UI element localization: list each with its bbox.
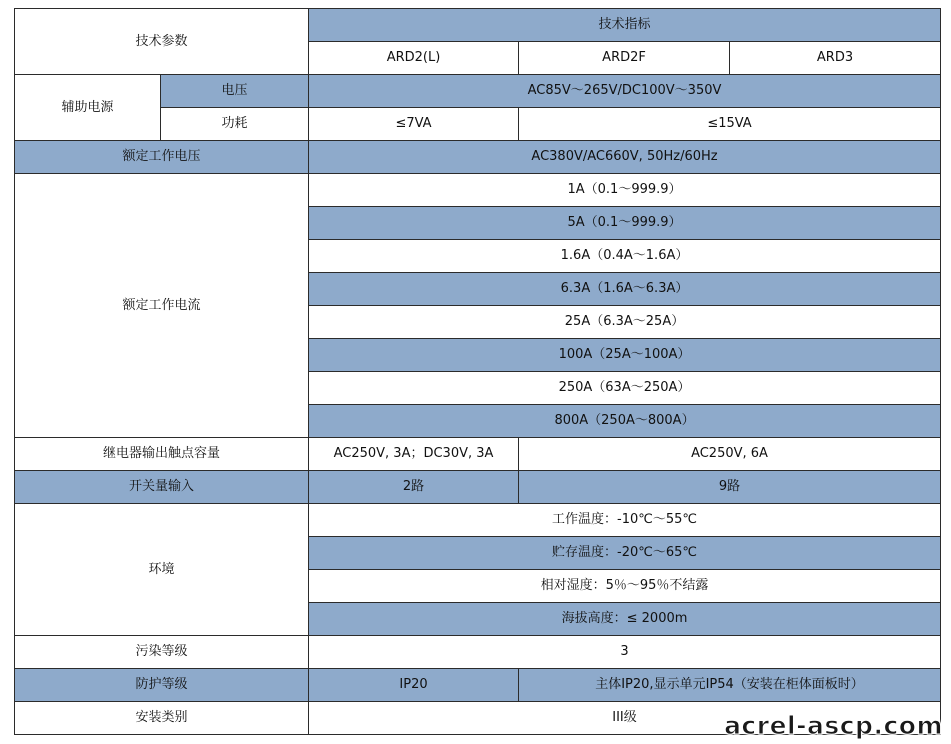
power-value-a: ≤7VA — [309, 108, 519, 141]
param-header-cell: 技术参数 — [15, 9, 309, 75]
pollution-value: 3 — [309, 636, 941, 669]
relay-label: 继电器输出触点容量 — [15, 438, 309, 471]
environment-value: 相对湿度：5％～95％不结露 — [309, 570, 941, 603]
install-value: III级 — [309, 702, 941, 735]
rated-voltage-label: 额定工作电压 — [15, 141, 309, 174]
rated-current-value: 250A（63A～250A） — [309, 372, 941, 405]
table-row — [15, 141, 941, 174]
protection-value-b: 主体IP20,显示单元IP54（安装在柜体面板时） — [519, 669, 941, 702]
table-row — [15, 174, 941, 207]
rated-current-label: 额定工作电流 — [15, 174, 309, 438]
environment-value: 贮存温度：-20℃～65℃ — [309, 537, 941, 570]
table-row — [15, 504, 941, 537]
table-row — [15, 438, 941, 471]
rated-current-value: 6.3A（1.6A～6.3A） — [309, 273, 941, 306]
rated-current-value: 1.6A（0.4A～1.6A） — [309, 240, 941, 273]
aux-power-label: 辅助电源 — [15, 75, 161, 141]
pollution-label: 污染等级 — [15, 636, 309, 669]
switch-input-value-a: 2路 — [309, 471, 519, 504]
table-row — [15, 75, 941, 108]
spec-header-cell: 技术指标 — [309, 9, 941, 42]
protection-label: 防护等级 — [15, 669, 309, 702]
environment-value: 海拔高度：≤ 2000m — [309, 603, 941, 636]
rated-current-value: 800A（250A～800A） — [309, 405, 941, 438]
rated-current-value: 25A（6.3A～25A） — [309, 306, 941, 339]
voltage-value: AC85V～265V/DC100V～350V — [309, 75, 941, 108]
table-row — [15, 9, 941, 42]
switch-input-label: 开关量输入 — [15, 471, 309, 504]
table-row — [15, 471, 941, 504]
voltage-label: 电压 — [161, 75, 309, 108]
table-row — [15, 669, 941, 702]
model-cell: ARD3 — [730, 42, 941, 75]
rated-current-value: 1A（0.1～999.9） — [309, 174, 941, 207]
rated-current-value: 100A（25A～100A） — [309, 339, 941, 372]
rated-voltage-value: AC380V/AC660V, 50Hz/60Hz — [309, 141, 941, 174]
spec-table — [14, 8, 941, 735]
table-row — [15, 636, 941, 669]
rated-current-value: 5A（0.1～999.9） — [309, 207, 941, 240]
power-value-b: ≤15VA — [519, 108, 941, 141]
power-label: 功耗 — [161, 108, 309, 141]
switch-input-value-b: 9路 — [519, 471, 941, 504]
environment-label: 环境 — [15, 504, 309, 636]
install-label: 安装类别 — [15, 702, 309, 735]
relay-value-b: AC250V, 6A — [519, 438, 941, 471]
model-cell: ARD2F — [519, 42, 730, 75]
protection-value-a: IP20 — [309, 669, 519, 702]
relay-value-a: AC250V, 3A；DC30V, 3A — [309, 438, 519, 471]
model-cell: ARD2(L) — [309, 42, 519, 75]
watermark-text: acrel-ascp.com — [724, 711, 943, 740]
environment-value: 工作温度：-10℃～55℃ — [309, 504, 941, 537]
